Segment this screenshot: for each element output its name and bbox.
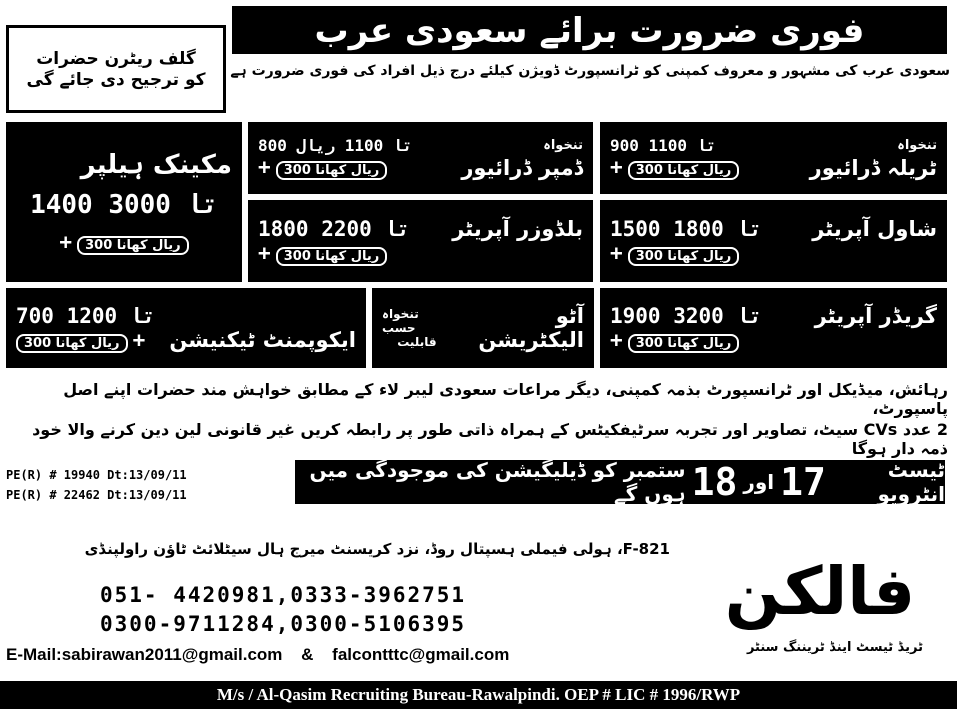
job-dumper-driver	[248, 122, 593, 194]
headline-text: فوری ضرورت برائے سعودی عرب	[314, 10, 865, 51]
email-primary: E-Mail:sabirawan2011@gmail.com	[6, 645, 283, 664]
benefits-line1: رہائش، میڈیکل اور ٹرانسپورٹ بذمہ کمپنی، دیگر مراعات سعودی لیبر لاء کے مطابق خواہش مند حضرات اپنے اصل پاسپورٹ،	[63, 380, 948, 418]
electrician-name: آٹو الیکٹریشن	[478, 304, 584, 352]
trailer-food: 300 ریال کھانا	[628, 161, 740, 180]
technician-food: 300 ریال کھانا	[16, 334, 128, 353]
shovel-name: شاول آپریٹر	[812, 216, 937, 241]
trailer-name: ٹریلہ ڈرائیور	[809, 155, 937, 180]
gulf-note-line1: گلف ریٹرن حضرات	[36, 48, 196, 69]
job-bulldozer-operator	[248, 200, 593, 282]
grader-name: گریڈر آپریٹر	[814, 303, 937, 328]
trailer-salary: 900 تا 1100	[610, 136, 716, 155]
dumper-plus: +	[258, 155, 271, 179]
interview-day2: 18	[691, 460, 738, 504]
gulf-note-line2: کو ترجیح دی جائے گی	[26, 69, 206, 90]
intro-line1: سعودی عرب کی مشہور و معروف کمپنی کو ٹرانسپورٹ ڈویژن کیلئے درج ذیل افراد کی فوری ضرورت ہے	[230, 63, 950, 79]
bulldozer-food: 300 ریال کھانا	[276, 247, 388, 266]
bulldozer-plus: +	[258, 240, 271, 265]
bulldozer-salary: 1800 تا 2200	[258, 216, 410, 241]
mechanic-name: مکینک ہیلپر	[80, 149, 232, 180]
trailer-salary-label: تنخواہ	[897, 138, 937, 153]
falcon-logo: فالکن	[724, 553, 916, 630]
dumper-name: ڈمپر ڈرائیور	[461, 155, 583, 180]
job-grader-operator	[600, 288, 947, 368]
headline-banner	[232, 6, 947, 54]
job-trailer-driver	[600, 122, 947, 194]
shovel-food: 300 ریال کھانا	[628, 247, 740, 266]
intro-text	[228, 60, 950, 106]
interview-banner	[295, 460, 945, 504]
interview-and: اور	[743, 470, 775, 494]
mechanic-salary: 1400 تا 3000	[30, 189, 218, 220]
footer-text: M/s / Al-Qasim Recruiting Bureau-Rawalpindi. OEP # LIC # 1996/RWP	[216, 685, 741, 704]
phone-line-1: 051- 4420981,0333-3962751	[100, 583, 467, 607]
interview-day1: 17	[780, 460, 826, 504]
permit-2: PE(R) # 22462 Dt:13/09/11	[6, 488, 187, 502]
documents-line2: 2 عدد CVs سیٹ، تصاویر اور تجربہ سرٹیفکیٹس کے ہمراہ ذاتی طور پر رابطہ کریں غیر قانونی لین دین کرنے والا خود ذمہ دار ہوگا	[32, 420, 948, 458]
documents-text	[6, 420, 948, 458]
benefits-text	[6, 380, 948, 418]
logo-subtitle: ٹریڈ ٹیسٹ اینڈ ٹریننگ سنٹر	[746, 640, 924, 655]
email-ampersand: &	[301, 645, 314, 664]
electrician-salary-line1: تنخواہ حسب	[382, 307, 419, 335]
bulldozer-name: بلڈوزر آپریٹر	[452, 216, 583, 241]
job-equipment-technician	[6, 288, 366, 368]
trailer-plus: +	[610, 155, 623, 179]
job-auto-electrician	[372, 288, 594, 368]
shovel-plus: +	[610, 240, 623, 265]
electrician-salary-line2: قابلیت	[397, 335, 437, 349]
interview-prefix: ٹیسٹ انٹرویو	[877, 458, 945, 506]
technician-plus: +	[132, 327, 146, 352]
grader-food: 300 ریال کھانا	[628, 334, 740, 353]
grader-salary: 1900 تا 3200	[610, 303, 762, 328]
dumper-salary-label: تنخواہ	[543, 138, 583, 153]
gulf-preference-box	[6, 25, 226, 113]
shovel-salary: 1500 تا 1800	[610, 216, 762, 241]
grader-plus: +	[610, 327, 623, 352]
job-shovel-operator	[600, 200, 947, 282]
phone-line-2: 0300-9711284,0300-5106395	[100, 612, 467, 636]
job-mechanic-helper	[6, 122, 242, 282]
permit-1: PE(R) # 19940 Dt:13/09/11	[6, 468, 187, 482]
email-secondary: falcontttc@gmail.com	[332, 645, 510, 664]
technician-name: ایکوپمنٹ ٹیکنیشن	[169, 328, 356, 352]
mechanic-plus: +	[59, 229, 73, 254]
address-text: F-821، ہولی فیملی ہسپتال روڈ، نزد کریسنٹ میرج ہال سیٹلائٹ ٹاؤن راولپنڈی	[84, 540, 670, 558]
dumper-food: 300 ریال کھانا	[276, 161, 388, 180]
technician-salary: 700 تا 1200	[16, 303, 156, 328]
footer-bar	[0, 681, 957, 709]
dumper-salary: 800 تا 1100 ریال	[258, 136, 413, 155]
interview-suffix: ستمبر کو ڈیلیگیشن کی موجودگی میں ہوں گے	[309, 458, 686, 506]
mechanic-food: 300 ریال کھانا	[77, 236, 189, 255]
email-line	[6, 645, 509, 665]
